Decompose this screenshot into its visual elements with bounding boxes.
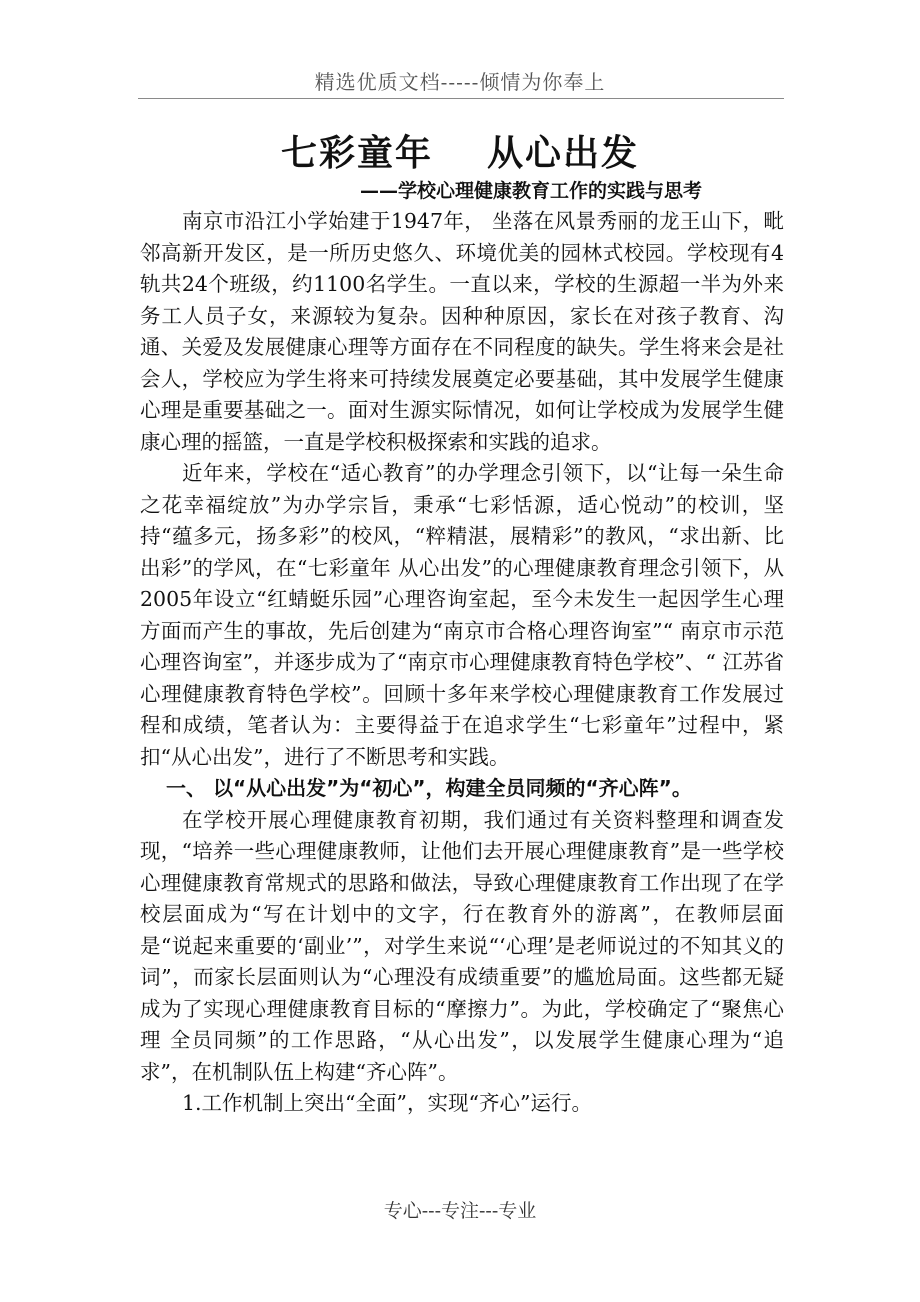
document-title xyxy=(0,125,920,176)
paragraph-intro: 南京市沿江小学始建于1947年， 坐落在风景秀丽的龙王山下，毗邻高新开发区，是一所历史悠久、环境优美的园林式校园。学校现有4轨共24个班级，约1100名学生。一直以来，学校的生源超一半为外来务工人员子女，来源较为复杂。因种种原因，家长在对孩子教育、沟通、关爱及发展健康心理等方面存在不同程度的缺失。学生将来会是社会人，学校应为学生将来可持续发展奠定必要基础，其中发展学生健康心理是重要基础之一。面对生源实际情况，如何让学校成为发展学生健康心理的摇篮，一直是学校积极探索和实践的追求。 xyxy=(140,209,784,454)
header-divider xyxy=(138,98,784,99)
page-footer: 专心---专注---专业 xyxy=(383,1200,537,1222)
paragraph-history: 近年来，学校在“适心教育”的办学理念引领下，以“让每一朵生命之花幸福绽放”为办学宗旨，秉承“七彩恬源，适心悦动”的校训，坚持“蕴多元，扬多彩”的校风，“粹精湛，展精彩”的教风，“求出新、比出彩”的学风，在“七彩童年 从心出发”的心理健康教育理念引领下，从2005年设立“红蜻蜓乐园”心理咨询室起，至今未发生一起因学生心理方面而产生的事故，先后创建为“南京市合格心理咨询室”“ 南京市示范心理咨询室”，并逐步成为了“南京市心理健康教育特色学校”、“ 江苏省心理健康教育特色学校”。回顾十多年来学校心理健康教育工作发展过程和成绩，笔者认为：主要得益于在追求学生“七彩童年”过程中，紧扣“从心出发”，进行了不断思考和实践。 xyxy=(140,461,784,769)
paragraph-section-1: 在学校开展心理健康教育初期，我们通过有关资料整理和调查发现，“培养一些心理健康教师，让他们去开展心理健康教育”是一些学校心理健康教育常规式的思路和做法，导致心理健康教育工作出现了在学校层面成为“写在计划中的文字，行在教育外的游离”，在教师层面是“说起来重要的‘副业’”，对学生来说“‘心理’是老师说过的不知其义的词”，而家长层面则认为“心理没有成绩重要”的尴尬局面。这些都无疑成为了实现心理健康教育目标的“摩擦力”。为此，学校确定了“聚焦心理 全员同频”的工作思路，“从心出发”，以发展学生健康心理为“追求”，在机制队伍上构建“齐心阵”。 xyxy=(140,807,784,1084)
subsection-heading-1-1: 1.工作机制上突出“全面”，实现“齐心”运行。 xyxy=(182,1091,592,1115)
page-header: 精选优质文档-----倾情为你奉上 xyxy=(314,70,606,94)
section-heading-1: 一、 以“从心出发”为“初心”，构建全员同频的“齐心阵”。 xyxy=(166,776,692,800)
title-part-1: 七彩童年 xyxy=(280,133,433,174)
document-body xyxy=(140,206,784,1120)
document-subtitle: ——学校心理健康教育工作的实践与思考 xyxy=(360,180,703,202)
title-part-2: 从心出发 xyxy=(487,133,640,174)
